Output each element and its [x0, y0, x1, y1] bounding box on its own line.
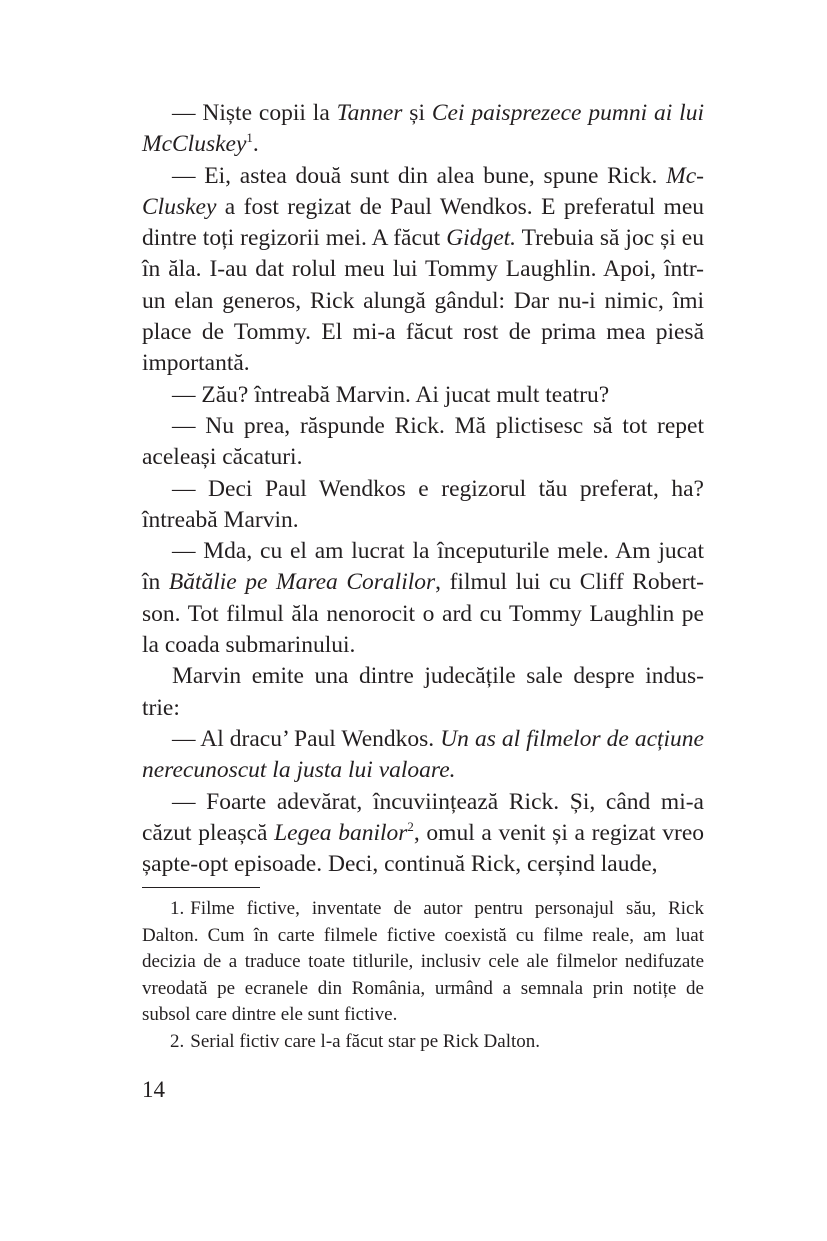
paragraph-3: — Zău? întreabă Marvin. Ai jucat mult teatru? [172, 381, 610, 408]
footnote-ref-2[interactable]: 2 [407, 818, 414, 834]
quote-italic: Un as al filmelor de acțiune nerecunoscut la justa lui valoare. [142, 725, 704, 784]
text-run: Niște copii la [202, 100, 337, 126]
text-run: a fost regizat de Paul Wendkos. E preferatul meu dintre toți regizorii mei. A făcut [142, 193, 704, 252]
footnote-ref-1[interactable]: 1 [246, 130, 253, 146]
footnote-text: Filme fictive, inventate de autor pentru personajul său, Rick Dalton. Cum în carte filmele fictive coexistă cu filme reale, am luat decizia de a traduce toate titlurile, inclusiv cele ale filmelor nedifuzate vreodată pe ecranele din România, urmând a semnala prin notițe de subsol care dintre ele sunt fictive. [142, 898, 704, 1025]
paragraph-1 [142, 98, 704, 161]
footnote-separator [142, 887, 260, 888]
text-run: , filmul lui cu Cliff Robert-son. Tot filmul ăla nenorocit o ard cu Tommy Laughlin pe la coada submarinului. [142, 569, 704, 659]
text-run: și [402, 100, 432, 126]
footnote-text: Serial fictiv care l-a făcut star pe Rick Dalton. [190, 1030, 541, 1052]
em-dash: — [172, 100, 203, 126]
footnote-number: 1. [170, 898, 185, 919]
page-body [142, 98, 704, 880]
text-run: — Foarte adevărat, încuviințează Rick. Și, când mi-a căzut pleașcă [142, 788, 704, 846]
film-title: Tanner [336, 100, 403, 126]
paragraph-8 [142, 724, 704, 787]
footnotes [142, 896, 704, 1055]
paragraph-7: Marvin emite una dintre judecățile sale despre indus-trie: [142, 663, 704, 721]
text-run: , omul a venit și a regizat vreo șapte-opt episoade. Deci, continuă Rick, cerșind laude, [142, 819, 705, 878]
text-run: . [252, 131, 259, 158]
film-title: Cei paisprezece pumni ai lui McCluskey [142, 100, 704, 158]
text-run: — Mda, cu el am lucrat la începuturile mele. Am jucat în [142, 538, 704, 596]
series-title: Legea banilor [274, 819, 408, 846]
page-number: 14 [142, 1077, 165, 1102]
em-dash: — [172, 162, 205, 189]
footnote-1 [142, 896, 704, 1029]
footnote-2 [142, 1029, 704, 1056]
text-run: Trebuia să joc și eu în ăla. I-au dat rolul meu lui Tommy Laughlin. Apoi, într-un elan generos, Rick alungă gândul: Dar nu-i nimic, îmi place de Tommy. El mi-a făcut rost de prima mea piesă importantă. [142, 225, 704, 377]
footnote-number: 2. [170, 1030, 185, 1052]
text-run: Ei, astea două sunt din alea bune, spune Rick. [204, 162, 667, 189]
paragraph-5: — Deci Paul Wendkos e regizorul tău preferat, ha? întreabă Marvin. [142, 475, 704, 533]
paragraph-4: — Nu prea, răspunde Rick. Mă plictisesc să tot repet aceleași căcaturi. [142, 412, 704, 471]
paragraph-2 [142, 161, 704, 380]
film-title: Gidget. [446, 225, 517, 252]
paragraph-9 [142, 787, 704, 881]
film-title: Bătălie pe Marea Coralilor [168, 569, 436, 596]
text-run: — Al dracu’ Paul Wendkos. [172, 725, 441, 752]
paragraph-6 [142, 536, 704, 661]
body-text [142, 98, 704, 880]
film-title: Mc-Cluskey [142, 162, 704, 220]
